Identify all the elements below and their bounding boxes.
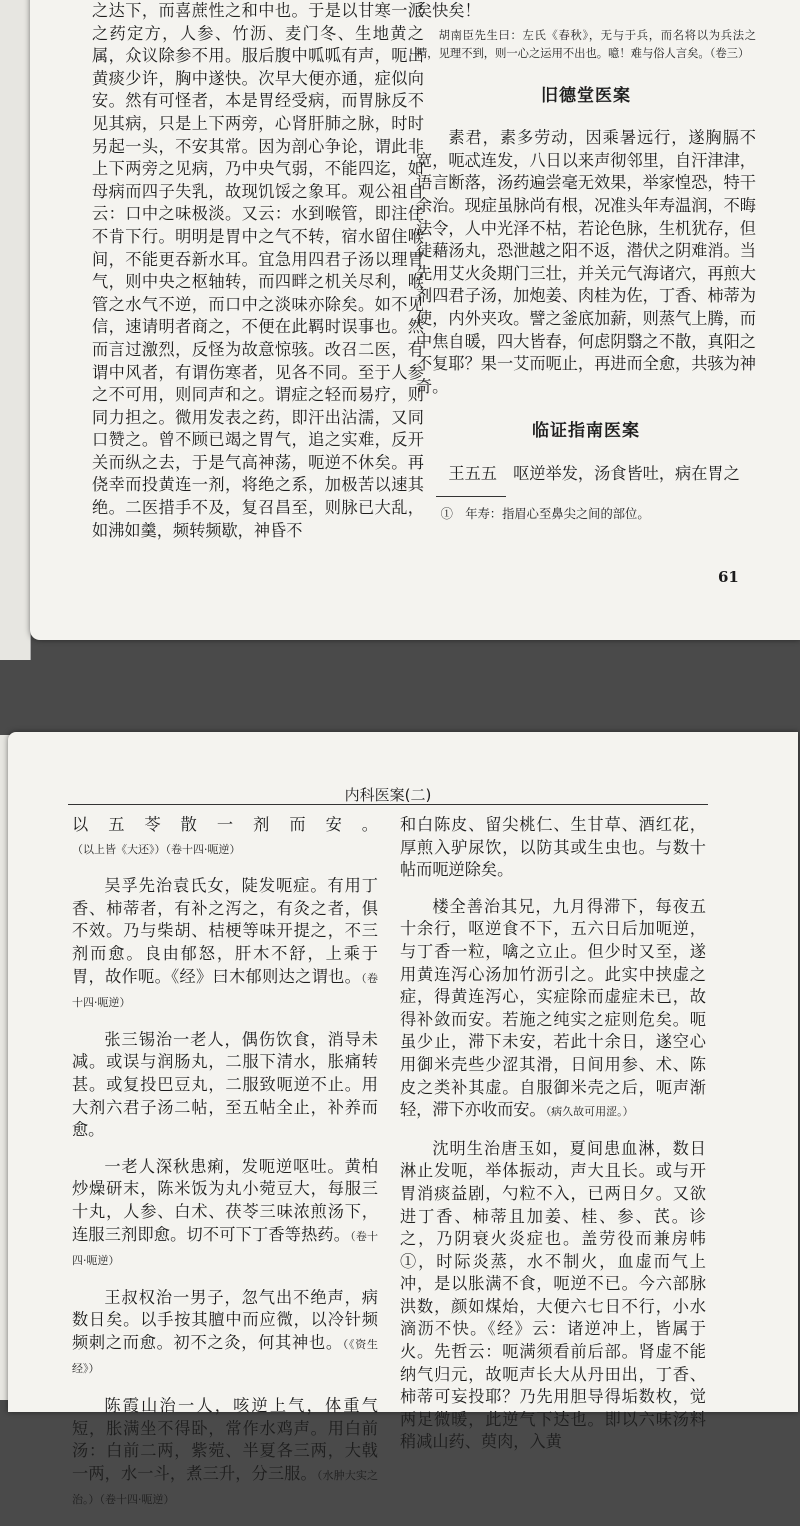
source-note: （卷十四·呃逆） xyxy=(72,1229,379,1268)
case-text: 沈明生治唐玉如，夏间患血淋，数日淋止发呃，举体振动，声大且长。或与开胃消痰益剧，勺粒不入，已两日夕。又欲进丁香、柿蒂且加姜、桂、参、芪。诊之，乃阴衰火炎症也。盖劳役而兼房帏①，时际炎蒸，水不制火，血虚而气上冲，是以胀满不食，呃逆不已。今六部脉洪数，颜如煤炲，大便六七日不行，小水滴沥不快。《经》云：诸逆冲上，皆属于火。先哲云：呃满须看前后部。肾虚不能纳气归元，故呃声长大从丹田出，丁香、柿蒂可妄投耶？乃先用胆导得垢数枚，觉两足微暖，此逆气下达也。即以六味汤料稍减山药、萸肉，入黄 xyxy=(400,1138,706,1452)
bottom-right-column xyxy=(400,814,706,1468)
case-paragraph xyxy=(72,1156,378,1273)
case-paragraph xyxy=(400,814,706,882)
underlying-page-edge xyxy=(0,0,31,660)
case-text: 王叔权治一男子，忽气出不绝声，病数日矣。以手按其膻中而应微，以冷针频频刺之而愈。初不之灸，何其神也。 xyxy=(72,1287,378,1352)
source-note: （《资生经》） xyxy=(72,1337,379,1376)
header-rule xyxy=(68,804,708,805)
top-right-column xyxy=(416,0,756,525)
running-header: 内科医案(二) xyxy=(344,786,432,804)
top-book-page xyxy=(30,0,800,640)
case-paragraph xyxy=(72,1287,378,1381)
case-paragraph: 素君，素多劳动，因乘暑远行，遂胸膈不宽，呃忒连发，八日以来声彻邻里，自汗津津，语言断落，汤药遍尝毫无效果，举家惶恐，特干余治。现症虽脉尚有根，况准头年寿温润，不晦法令，人中光泽不枯，若论色脉，生机犹存，但徒藉汤丸，恐泄越之阳不返，潜伏之阴难消。当先用艾火灸期门三壮，并关元气海诸穴，再煎大剂四君子汤，加炮姜、肉桂为佐，丁香、柿蒂为使，内外夹攻。譬之釜底加薪，则蒸气上腾，而中焦自暖，四大皆春，何虑阴翳之不散，真阳之不复耶？果一艾而呃止，再进而全愈，共骇为神奇。 xyxy=(416,128,756,396)
case-text: 一老人深秋患痢，发呃逆呕吐。黄柏炒燥研末，陈米饭为丸小菀豆大，每服三十丸，人参、白术、茯苓三味浓煎汤下，连服三剂即愈。切不可下丁香等热药。 xyxy=(72,1156,378,1244)
footnote-divider xyxy=(436,496,506,497)
bottom-left-column xyxy=(72,814,378,1526)
source-note: （水肿大实之治。）（卷十四·呃逆） xyxy=(72,1468,378,1507)
case-paragraph xyxy=(400,1138,706,1454)
top-left-column xyxy=(92,0,424,542)
case-text: 和白陈皮、留尖桃仁、生甘草、酒红花，厚煎入驴尿饮，以防其或生虫也。与数十帖而呃逆除矣。 xyxy=(400,815,706,880)
case-text: 吴孚先治袁氏女，陡发呃症。有用丁香、柿蒂者，有补之泻之，有灸之者，俱不效。乃与柴胡、桔梗等味开提之，不三剂而愈。良由郁怒，肝木不舒，上乘于胃，故作呃。《经》曰木郁则达之谓也。 xyxy=(72,876,378,986)
case-text: 陈霞山治一人，咳逆上气，体重气短，胀满坐不得卧，常作水鸡声。用白前汤：白前二两，紫菀、半夏各三两，大戟一两，水一斗，煮三升，分三服。 xyxy=(72,1396,378,1483)
source-note: （卷十四·呃逆） xyxy=(72,971,378,1010)
case-paragraph xyxy=(72,814,378,861)
footnote: ① 年寿：指眉心至鼻尖之间的部位。 xyxy=(440,506,650,521)
case-paragraph xyxy=(72,1029,378,1142)
paragraph: 之达下，而喜蔗性之和中也。于是以甘寒一派之药定方，人参、竹沥、麦门冬、生地黄之属，众议除参不用。服后腹中呱呱有声，呃出黄痰少许，胸中遂快。次早大便亦通，症似向安。然有可怪者，本是胃经受病，而胃脉反不见其病，只是上下两旁，心肾肝肺之脉，时时另起一头，不安其常。因为剖心争论，谓此非上下两旁之见病，乃中央气弱，不能四迄，如母病而四子失乳，故现饥馁之象耳。观公祖自云：口中之味极淡。又云：水到喉管，即注住不肯下行。明明是胃中之气不转，宿水留住喉间，不能更吞新水耳。宜急用四君子汤以理胃气，则中央之枢轴转，而四畔之机关尽利，喉管之水气不逆，而口中之淡味亦除矣。如不见信，速请明者商之，不便在此羁时误事也。然而言过激烈，反怪为故意惊骇。改召二医，有谓中风者，有谓伤寒者，见各不同。至于人参之不可用，则同声和之。谓症之轻而易疗，则同力担之。微用发表之药，即汗出沾濡，又同口赞之。曾不顾已竭之胃气，追之实难，反开关而纵之去，于是气高神荡，呃逆不休矣。再侥幸而投黄连一剂，将绝之系，加极苦以速其绝。二医措手不及，复召昌至，则脉已大乱，如沸如羹，频转频歇，神昏不 xyxy=(92,1,424,540)
case-paragraph: 王五五 呕逆举发，汤食皆吐，病在胃之 xyxy=(448,463,740,483)
case-text: 以五苓散一剂而安。 xyxy=(72,815,378,834)
source-note: （以上皆《大还》）（卷十四·呃逆） xyxy=(72,842,241,856)
case-text: 张三锡治一老人，偶伤饮食，消导未减。或误与润肠丸，二服下清水，胀痛转甚。或复投巴豆丸，二服致呃逆不止。用大剂六君子汤二帖，至五帖全止，补养而愈。 xyxy=(72,1029,378,1140)
commentary-note: 胡南臣先生曰：左氏《春秋》，无与于兵，而名将以为兵法之精，见理不到，则一心之运用不出也。噫！难与俗人言矣。（卷三） xyxy=(416,28,756,60)
case-text: 楼全善治其兄，九月得滞下，每夜五十余行，呕逆食不下，五六日后加呃逆，与丁香一粒，噙之立止。但少时又至，遂用黄连泻心汤加竹沥引之。此实中挟虚之症，得黄连泻心，实症除而虚症未已，故得补敛而安。若施之纯实之症则危矣。呃虽少止，滞下未安，若此十余日，遂空心用御米壳些少涩其滑，日间用参、术、陈皮之类补其虚。自服御米壳之后，呃声渐轻，滞下亦收而安。 xyxy=(400,896,706,1120)
case-paragraph xyxy=(400,896,706,1124)
case-paragraph xyxy=(72,875,378,1015)
case-paragraph xyxy=(72,1395,378,1512)
bottom-book-page xyxy=(8,732,798,1507)
section-title: 临证指南医案 xyxy=(532,421,640,442)
continuation-text: 矣快矣！ xyxy=(416,1,481,20)
source-note: （病久故可用涩。） xyxy=(545,1105,634,1119)
section-title: 旧德堂医案 xyxy=(541,85,631,106)
page-number: 61 xyxy=(718,568,739,586)
